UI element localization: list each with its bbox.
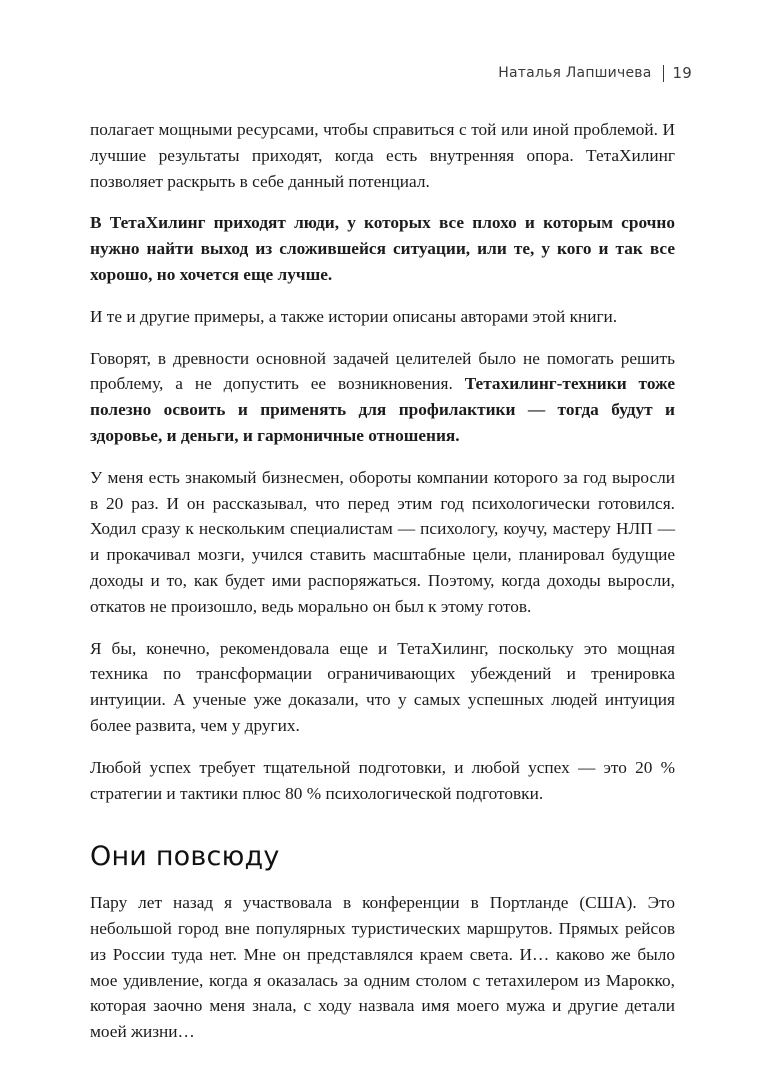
paragraph-7 bbox=[90, 755, 675, 807]
section-paragraph-1 bbox=[90, 890, 675, 1045]
paragraph-text: Любой успех требует тщательной подготовки, и любой успех — это 20 % стратегии и тактики плюс 80 % психологической подготовки. bbox=[90, 757, 675, 803]
paragraph-2 bbox=[90, 210, 675, 287]
paragraph-6 bbox=[90, 636, 675, 739]
paragraph-text: Пару лет назад я участвовала в конференции в Портланде (США). Это небольшой город вне популярных туристических маршрутов. Прямых рейсов из России туда нет. Мне он представлялся краем света. И… каково же было мое удивление, когда я оказалась за одним столом с тетахилером из Марокко, которая заочно меня знала, с ходу назвала имя моего мужа и другие детали моей жизни… bbox=[90, 893, 675, 1042]
paragraph-text: Говорят, в древности основной задачей целителей было не помогать решить проблему, а не допустить ее возникновения. bbox=[90, 348, 675, 394]
paragraph-bold-text: Тетахилинг-техники тоже полезно освоить и применять для профилактики — тогда будут и здоровье, и деньги, и гармоничные отношения. bbox=[90, 374, 675, 445]
paragraph-5 bbox=[90, 465, 675, 620]
paragraph-3 bbox=[90, 304, 675, 330]
header-divider bbox=[663, 65, 664, 82]
page-number: 19 bbox=[672, 64, 692, 82]
section-heading: Они повсюду bbox=[90, 841, 280, 873]
paragraph-1 bbox=[90, 117, 675, 194]
paragraph-text: И те и другие примеры, а также истории описаны авторами этой книги. bbox=[90, 306, 618, 326]
page-body bbox=[90, 117, 675, 1061]
paragraph-text: полагает мощными ресурсами, чтобы справиться с той или иной проблемой. И лучшие результаты приходят, когда есть внутренняя опора. ТетаХилинг позволяет раскрыть в себе данный потенциал. bbox=[90, 120, 675, 191]
author-name: Наталья Лапшичева bbox=[498, 65, 652, 81]
paragraph-text: У меня есть знакомый бизнесмен, обороты компании которого за год выросли в 20 раз. И он рассказывал, что перед этим год психологически готовился. Ходил сразу к нескольким специалистам — психологу, коучу, мастеру НЛП — и прокачивал мозги, учился ставить масштабные цели, планировал будущие доходы и то, как будет ими распоряжаться. Поэтому, когда доходы выросли, откатов не произошло, ведь морально он был к этому готов. bbox=[90, 467, 675, 616]
running-header bbox=[498, 64, 692, 82]
paragraph-4 bbox=[90, 346, 675, 449]
paragraph-bold-text: В ТетаХилинг приходят люди, у которых все плохо и которым срочно нужно найти выход из сложившейся ситуации, или те, у кого и так все хорошо, но хочется еще лучше. bbox=[90, 213, 675, 284]
paragraph-text: Я бы, конечно, рекомендовала еще и ТетаХилинг, поскольку это мощная техника по трансформации ограничивающих убеждений и тренировка интуиции. А ученые уже доказали, что у самых успешных людей интуиция более развита, чем у других. bbox=[90, 638, 675, 735]
